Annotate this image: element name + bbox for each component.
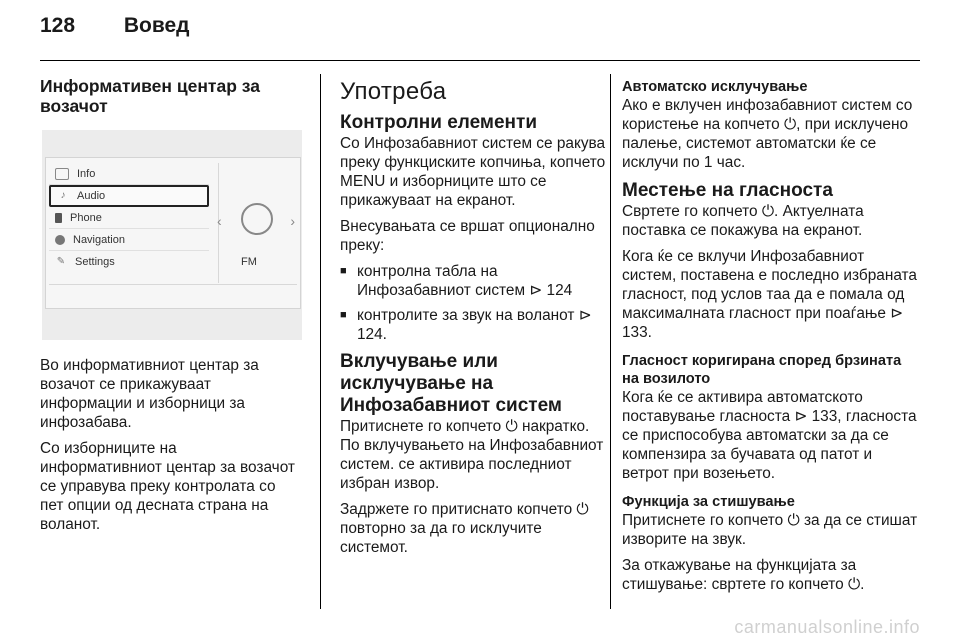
controls-heading: Контролни елементи — [340, 112, 538, 133]
menu-item-label: Phone — [70, 211, 102, 224]
source-pane — [218, 163, 297, 283]
radio-icon — [241, 203, 273, 235]
section-title: Вовед — [123, 14, 190, 37]
column-divider — [320, 74, 321, 609]
paragraph: Кога ќе се активира автоматското поставување гласноста ⊳ 133, гласноста се приспособува автоматски за да се компензира за бучавата од патот и ветрот при возењето. — [622, 389, 917, 482]
column-2 — [340, 78, 608, 564]
menu-item-navigation — [49, 229, 209, 251]
screen-bottom-bar — [49, 284, 297, 305]
driver-info-title: Информативен центар за возачот — [40, 76, 260, 116]
menu-item-label: Navigation — [73, 233, 125, 246]
paragraph: Ако е вклучен инфозабавниот систем со користење на копчето ⏻, при исклучено палење, системот автоматски ќе се исклучи по 1 час. — [622, 97, 913, 171]
chevron-right-icon: › — [290, 213, 295, 229]
auto-off-heading: Автоматско исклучување — [622, 79, 808, 95]
page-header — [40, 14, 189, 38]
paragraph: За откажување на функцијата за стишување: свртете го копчето ⏻. — [622, 557, 865, 593]
on-off-heading: Вклучување или исклучување на Инфозабавниот систем — [340, 351, 562, 416]
usage-title: Употреба — [340, 78, 447, 105]
menu-item-label: Info — [77, 167, 96, 180]
paragraph: Притиснете го копчето ⏻ накратко. По вклучувањето на Инфозабавниот систем. се активира последниот избран извор. — [340, 418, 604, 492]
column-3 — [622, 78, 922, 601]
page-number: 128 — [40, 14, 76, 37]
paragraph: Со изборниците на информативниот центар за возачот се управува преку контролата со пет опции од десната страна на воланот. — [40, 440, 295, 533]
music-note-icon: ♪ — [60, 190, 66, 201]
header-rule — [40, 60, 920, 61]
speed-volume-heading: Гласност коригирана според брзината на возилото — [622, 353, 902, 387]
paragraph: Со Инфозабавниот систем се ракува преку функциските копчиња, копчето MENU и изборниците што се прикажуваат на екранот. — [340, 135, 606, 209]
column-divider — [610, 74, 611, 609]
menu-item-label: Audio — [77, 190, 106, 202]
source-label: FM — [241, 256, 257, 268]
home-menu — [49, 163, 209, 273]
menu-item-phone — [49, 207, 209, 229]
paragraph: Притиснете го копчето ⏻ за да се стишат изворите на звук. — [622, 512, 918, 548]
column-1 — [40, 76, 302, 120]
paragraph: Задржете го притиснато копчето ⏻ повторно за да го исклучите системот. — [340, 501, 589, 556]
list-item: ■ контролите за звук на воланот ⊳ 124. — [340, 306, 608, 344]
chevron-left-icon: ‹ — [217, 213, 222, 229]
phone-icon — [55, 213, 62, 223]
menu-item-settings — [49, 251, 209, 273]
wrench-icon: ✎ — [56, 256, 66, 267]
screen-figure — [42, 130, 302, 340]
watermark: carmanualsonline.info — [734, 617, 920, 637]
volume-heading: Местење на гласноста — [622, 180, 833, 201]
paragraph: Кога ќе се вклучи Инфозабавниот систем, поставена е последно избраната гласност, под услов таа да е помала од максималната гласност при поаѓање ⊳ 133. — [622, 248, 917, 341]
display-screen — [45, 157, 301, 309]
paragraph: Во информативниот центар за возачот се прикажуваат информации и изборници за инфозабава. — [40, 357, 259, 431]
input-options-list — [340, 262, 608, 344]
globe-icon — [55, 235, 65, 245]
mute-heading: Функција за стишување — [622, 494, 795, 510]
menu-item-label: Settings — [75, 256, 115, 268]
menu-item-audio — [49, 185, 209, 207]
menu-item-info — [49, 163, 209, 185]
list-item: ■ контролна табла на Инфозабавниот систем ⊳ 124 — [340, 262, 608, 300]
info-icon — [55, 168, 69, 180]
paragraph: Свртете го копчето ⏻. Актуелната поставка се покажува на екранот. — [622, 203, 864, 239]
column-1-body — [40, 356, 302, 541]
paragraph: Внесувањата се вршат опционално преку: — [340, 218, 595, 254]
